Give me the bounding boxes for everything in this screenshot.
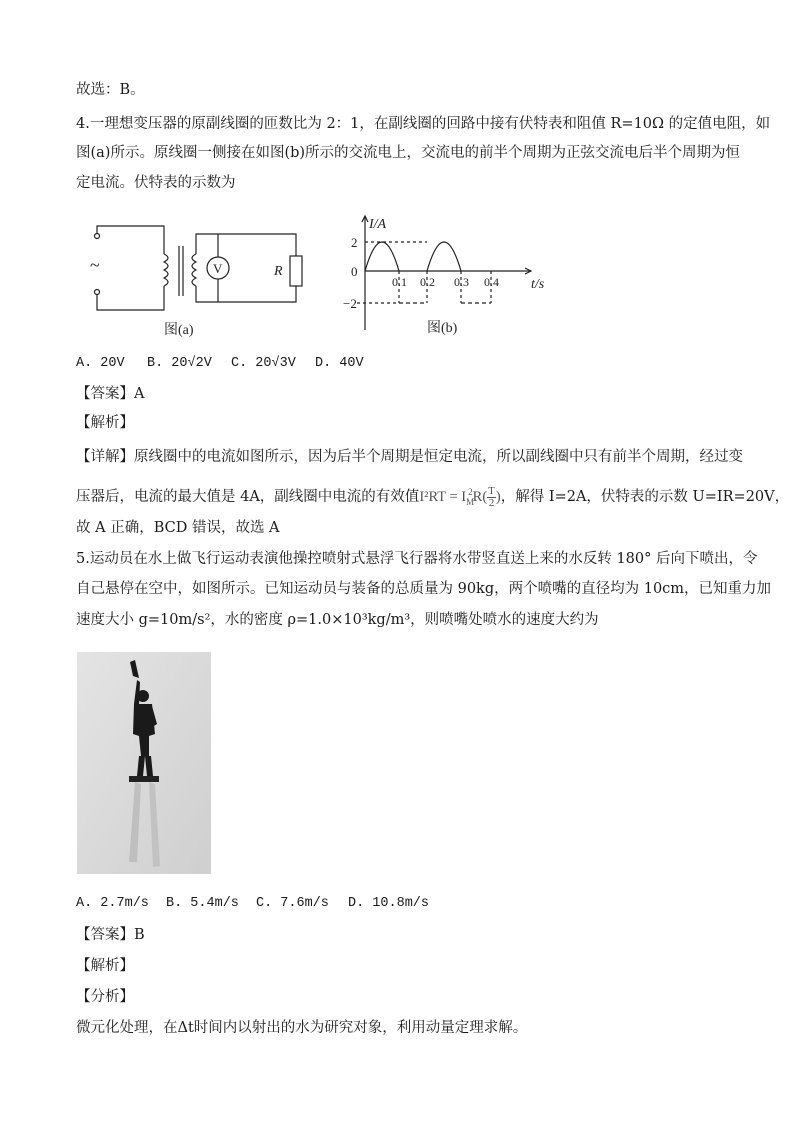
q4-option-a: A. 20V	[76, 356, 125, 371]
q5-option-d: D. 10.8m/s	[348, 896, 430, 911]
figure-a-circuit	[84, 224, 304, 342]
y-tick-0: 0	[351, 264, 358, 279]
x-tick-0.3: 0.3	[454, 275, 469, 289]
q5-fenxi-heading: 【分析】	[76, 989, 134, 1005]
rms-formula: $I^2RT = I_M^2R$( $\frac{T}{2}$ )	[419, 485, 501, 509]
x-tick-0.4: 0.4	[484, 275, 499, 289]
q4-detail-line2	[76, 482, 789, 512]
q4-detail-line2-start: 压器后，电流的最大值是 4A，副线圈中电流的有效值	[76, 488, 420, 505]
q4-option-b: B. 20√2V	[147, 356, 212, 371]
q4-text-line1: 4.一理想变压器的原副线圈的匝数比为 2：1，在副线圈的回路中接有伏特表和阻值 R=10Ω 的定值电阻，如	[76, 116, 771, 132]
q5-option-a: A. 2.7m/s	[76, 896, 149, 911]
voltmeter-label: V	[213, 261, 223, 276]
figure-a-caption: 图(a)	[164, 323, 194, 338]
q5-method: 微元化处理，在Δt时间内以射出的水为研究对象，利用动量定理求解。	[76, 1020, 528, 1036]
q4-analysis-heading: 【解析】	[76, 415, 134, 431]
q5-text-line2: 自己悬停在空中，如图所示。已知运动员与装备的总质量为 90kg，两个喷嘴的直径均为 10cm，已知重力加	[76, 581, 772, 597]
x-tick-0.2: 0.2	[420, 275, 435, 289]
figure-b-graph	[335, 210, 565, 340]
y-tick-neg2: −2	[343, 296, 357, 311]
q4-detail-line1: 【详解】原线圈中的电流如图所示，因为后半个周期是恒定电流，所以副线圈中只有前半个周期，经过变	[76, 449, 743, 465]
q5-option-b: B. 5.4m/s	[166, 896, 239, 911]
q4-detail-line3: 故 A 正确，BCD 错误，故选 A	[76, 520, 280, 536]
q5-options	[76, 894, 429, 914]
q4-text-line3: 定电流。伏特表的示数为	[76, 175, 236, 191]
q4-answer: 【答案】A	[76, 386, 145, 402]
figure-b-caption: 图(b)	[427, 321, 458, 336]
q4-detail-line2-end: ，解得 I=2A，伏特表的示数 U=IR=20V，	[500, 488, 790, 505]
q4-text-line2: 图(a)所示。原线圈一侧接在如图(b)所示的交流电上，交流电的前半个周期为正弦交流电后半个周期为恒	[76, 145, 741, 161]
y-tick-2: 2	[351, 235, 358, 250]
q5-text-line1: 5.运动员在水上做飞行运动表演他操控喷射式悬浮飞行器将水带竖直送上来的水反转 180° 后向下喷出，令	[76, 551, 758, 567]
y-axis-label: I/A	[369, 217, 387, 232]
q4-options	[76, 354, 364, 374]
resistor-label: R	[274, 264, 283, 279]
q4-option-c: C. 20√3V	[231, 356, 296, 371]
q5-option-c: C. 7.6m/s	[256, 896, 329, 911]
q4-option-d: D. 40V	[315, 356, 364, 371]
ac-source-symbol: ~	[90, 255, 100, 275]
q5-text-line3: 速度大小 g=10m/s²，水的密度 ρ=1.0×10³kg/m³，则喷嘴处喷水的速度大约为	[76, 612, 599, 628]
x-tick-0.1: 0.1	[392, 275, 407, 289]
q5-answer: 【答案】B	[76, 927, 145, 943]
q5-analysis-heading: 【解析】	[76, 958, 134, 974]
flyboard-photo	[77, 652, 211, 874]
previous-answer: 故选：B。	[76, 82, 145, 98]
x-axis-label: t/s	[531, 277, 545, 292]
